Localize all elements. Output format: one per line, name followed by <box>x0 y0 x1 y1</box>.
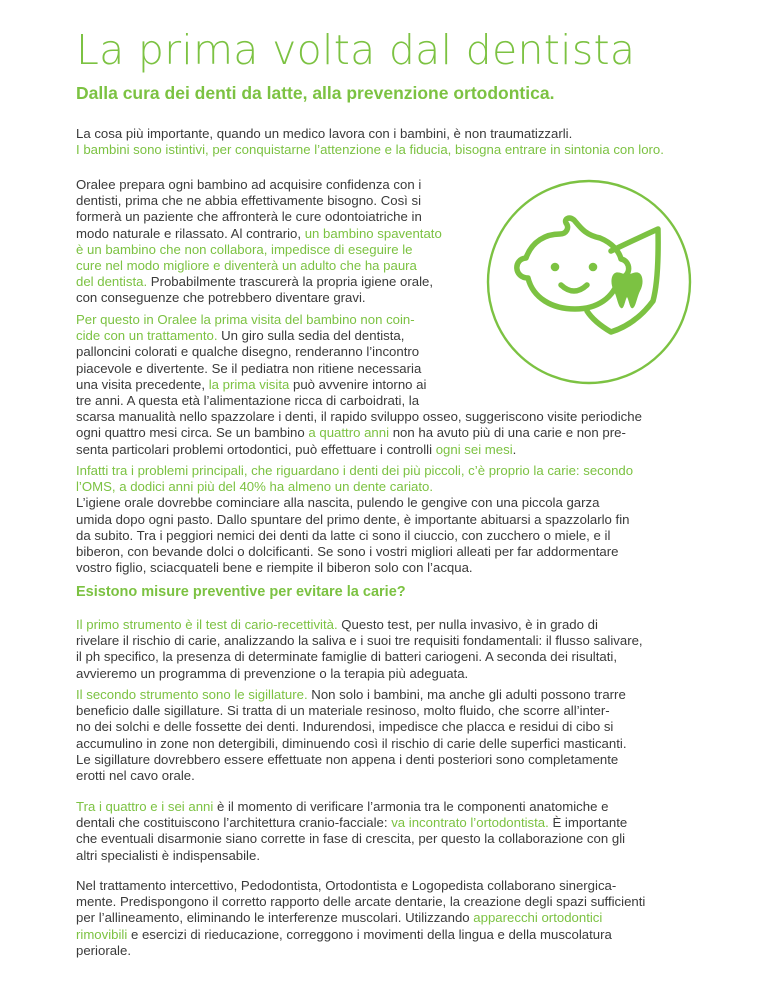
child-dental-care-illustration <box>486 179 692 385</box>
highlight-text: cure nel modo migliore e diventerà un adulto che ha paura <box>76 258 417 274</box>
highlight-text: apparecchi ortodontici <box>473 910 603 926</box>
text-line: palloncini colorati e qualche disegno, renderanno l’incontro <box>76 344 420 360</box>
text-fragment: una visita precedente, <box>76 376 209 392</box>
text-line: mente. Predispongono il corretto rapporto delle arcate dentarie, la creazione degli spazi sufficienti <box>76 894 646 910</box>
highlight-text: va incontrato l’ortodontista. <box>391 815 549 831</box>
text-line: formerà un paziente che affronterà le cure odontoiatriche in <box>76 209 422 225</box>
text-line: tre anni. A questa età l’alimentazione ricca di carboidrati, la <box>76 393 420 409</box>
text-fragment: dentali che costituiscono l’architettura cranio-facciale: <box>76 815 392 831</box>
text-fragment: Non solo i bambini, ma anche gli adulti possono trarre <box>307 687 626 702</box>
text-line: rivelare il rischio di carie, analizzando la saliva e i suoi tre requisiti fondamentali: il flusso salivare, <box>76 633 643 649</box>
paragraph-sealants <box>76 687 627 784</box>
text-line: scarsa manualità nello spazzolare i denti, il rapido sviluppo osseo, suggeriscono visite periodiche <box>76 409 642 425</box>
text-line: accumulino in zone non detergibili, diminuendo così il rischio di carie delle superfici masticanti. <box>76 735 627 751</box>
tooth-shield-icon <box>587 229 658 332</box>
intro-highlight: I bambini sono istintivi, per conquistarne l’attenzione e la fiducia, bisogna entrare in sintonia con loro. <box>76 142 664 158</box>
page-subtitle: Dalla cura dei denti da latte, alla prevenzione ortodontica. <box>76 83 555 103</box>
text-line: Le sigillature dovrebbero essere effettuate non appena i denti posteriori sono completamente <box>76 751 619 767</box>
text-fragment: Questo test, per nulla invasivo, è in grado di <box>337 617 598 632</box>
text-line: da subito. Tra i peggiori nemici dei denti da latte ci sono il ciuccio, con zucchero o miele, e il <box>76 527 611 543</box>
intro-paragraph <box>76 126 664 158</box>
text-fragment: può avvenire intorno ai <box>289 376 427 392</box>
highlight-text: Il primo strumento è il test di cario-recettività. <box>76 617 338 632</box>
text-line: periorale. <box>76 942 131 958</box>
text-line: L’igiene orale dovrebbe cominciare alla nascita, pulendo le gengive con una piccola garza <box>76 495 600 511</box>
highlight-text: è un bambino che non collabora, impedisce di eseguire le <box>76 241 413 257</box>
highlight-text: Infatti tra i problemi principali, che riguardano i denti dei più piccoli, c’è proprio la carie: secondo <box>76 463 634 478</box>
highlight-text: rimovibili <box>76 926 128 942</box>
text-fragment: è il momento di verificare l’armonia tra le componenti anatomiche e <box>213 799 609 814</box>
paragraph-test <box>76 617 643 682</box>
text-fragment: . <box>512 441 517 457</box>
highlight-text: la prima visita <box>208 376 290 392</box>
text-fragment: Probabilmente trascurerà la propria igiene orale, <box>147 274 434 290</box>
highlight-text: Il secondo strumento sono le sigillature. <box>76 687 308 702</box>
highlight-text: Tra i quattro e i sei anni <box>76 799 214 814</box>
text-line: vostro figlio, sciacquateli bene e riempite il biberon solo con l’acqua. <box>76 560 473 576</box>
highlight-text: l’OMS, a dodici anni più del 40% ha almeno un dente cariato. <box>76 479 434 495</box>
text-line: con conseguenze che potrebbero diventare gravi. <box>76 290 366 306</box>
text-line: piacevole e divertente. Se il pediatra non ritiene necessaria <box>76 360 422 376</box>
text-fragment: e esercizi di rieducazione, correggono i movimenti della lingua e della muscolatura <box>127 926 612 942</box>
highlight-text: cide con un trattamento. <box>76 328 218 344</box>
section-heading: Esistono misure preventive per evitare la carie? <box>76 584 406 600</box>
paragraph-caries <box>76 463 633 576</box>
text-line: umida dopo ogni pasto. Dallo spuntare del primo dente, è importante abituarsi a spazzolarlo fin <box>76 511 630 527</box>
text-fragment: È importante <box>548 815 628 831</box>
paragraph-orthodontist <box>76 799 627 864</box>
paragraph-confidence <box>76 177 442 307</box>
highlight-text: un bambino spaventato <box>304 225 442 241</box>
text-line: no dei solchi e delle fossette dei denti. Indurendosi, impedisce che placca e residui di cibo si <box>76 719 614 735</box>
highlight-text: Per questo in Oralee la prima visita del bambino non coin- <box>76 312 415 327</box>
text-line: Oralee prepara ogni bambino ad acquisire confidenza con i <box>76 177 422 192</box>
text-fragment: Un giro sulla sedia del dentista, <box>217 328 405 344</box>
paragraph-interceptive <box>76 878 645 959</box>
text-line: che eventuali disarmonie siano corrette in fase di crescita, per questo la collaborazione con gli <box>76 831 626 847</box>
outline-circle <box>488 181 690 383</box>
child-face-icon <box>517 218 629 309</box>
text-line: erotti nel cavo orale. <box>76 768 195 784</box>
text-line: il ph specifico, la presenza di determinate famiglie di batteri cariogeni. A seconda dei risultati, <box>76 649 617 665</box>
text-line: avvieremo un programma di prevenzione o la terapia più adeguata. <box>76 665 469 681</box>
text-line: Nel trattamento intercettivo, Pedodontista, Ortodontista e Logopedista collaborano sinergica- <box>76 878 617 893</box>
text-line: dentisti, prima che ne abbia effettivamente bisogno. Così si <box>76 193 422 209</box>
text-line: beneficio dalle sigillature. Si tratta di un materiale resinoso, molto fluido, che scorre all’inter- <box>76 703 610 719</box>
text-fragment: non ha avuto più di una carie e non pre- <box>389 425 626 441</box>
text-line: biberon, con bevande dolci o dolcificanti. Se sono i vostri migliori alleati per far addormentare <box>76 544 619 560</box>
intro-line: La cosa più importante, quando un medico lavora con i bambini, è non traumatizzarli. <box>76 126 573 141</box>
text-fragment: per l’allineamento, eliminando le interferenze muscolari. Utilizzando <box>76 910 474 926</box>
text-fragment: modo naturale e rilassato. Al contrario, <box>76 225 305 241</box>
page-title: La prima volta dal dentista <box>76 26 636 74</box>
highlight-text: ogni sei mesi <box>435 441 513 457</box>
text-fragment: senta particolari problemi ortodontici, può effettuare i controlli <box>76 441 436 457</box>
text-line: altri specialisti è indispensabile. <box>76 847 260 863</box>
text-fragment: ogni quattro mesi circa. Se un bambino <box>76 425 309 441</box>
highlight-text: del dentista. <box>76 274 148 290</box>
highlight-text: a quattro anni <box>308 425 390 441</box>
